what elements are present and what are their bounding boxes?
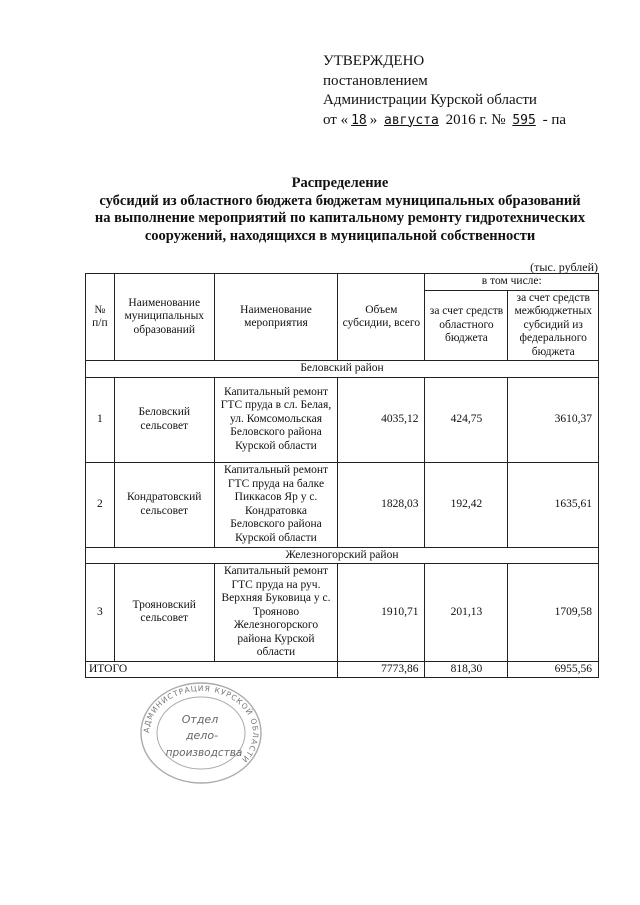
row-regional: 192,42 — [425, 462, 508, 547]
row-federal: 3610,37 — [508, 377, 599, 462]
header-federal: за счет средств межбюджетных субсидий из федерального бюджета — [508, 290, 599, 361]
table-row — [86, 377, 599, 462]
approval-decree: постановлением — [323, 72, 428, 89]
row-volume: 1828,03 — [338, 462, 425, 547]
office-seal — [138, 680, 264, 786]
approval-title: УТВЕРЖДЕНО — [323, 53, 425, 69]
date-prefix: от « — [323, 111, 349, 128]
header-regional: за счет средств областного бюджета — [425, 290, 508, 361]
row-regional: 201,13 — [425, 564, 508, 662]
total-label: ИТОГО — [86, 661, 338, 678]
total-federal: 6955,56 — [508, 661, 599, 678]
row-volume: 1910,71 — [338, 564, 425, 662]
decree-suffix: - па — [542, 111, 567, 128]
title-line-4: сооружений, находящихся в муниципальной собственности — [144, 227, 536, 244]
approval-authority: Администрации Курской области — [323, 92, 537, 108]
seal-ring-text: АДМИНИСТРАЦИЯ КУРСКОЙ ОБЛАСТИ — [141, 683, 261, 765]
date-quote: » — [369, 111, 378, 128]
header-volume: Объем субсидии, всего — [338, 274, 425, 361]
title-line-2: субсидий из областного бюджета бюджетам муниципальных образований — [99, 192, 581, 209]
date-day: 18 — [351, 112, 367, 128]
total-volume: 7773,86 — [338, 661, 425, 678]
approval-date-line — [323, 111, 623, 131]
region-name: Железногорский район — [86, 547, 599, 564]
row-activity: Капитальный ремонт ГТС пруда в сл. Белая, ул. Комсомольская Беловского района Курской области — [214, 377, 337, 462]
title-line-3: на выполнение мероприятий по капитальному ремонту гидротехнических — [94, 210, 586, 226]
row-municipality: Кондратовский сельсовет — [114, 462, 214, 547]
seal-line-2: дело- — [185, 729, 219, 742]
date-year: 2016 г. № — [445, 111, 506, 128]
date-month: августа — [384, 112, 439, 128]
unit-label: (тыс. рублей) — [530, 260, 598, 274]
header-activity: Наименование мероприятия — [214, 274, 337, 361]
document-title — [60, 175, 620, 245]
total-regional: 818,30 — [425, 661, 508, 678]
row-federal: 1709,58 — [508, 564, 599, 662]
header-num: № п/п — [86, 274, 115, 361]
row-municipality: Беловский сельсовет — [114, 377, 214, 462]
header-including: в том числе: — [425, 274, 599, 291]
row-activity: Капитальный ремонт ГТС пруда на балке Пиккасов Яр у с. Кондратовка Беловского района Курской области — [214, 462, 337, 547]
row-volume: 4035,12 — [338, 377, 425, 462]
title-line-1: Распределение — [291, 175, 389, 191]
row-federal: 1635,61 — [508, 462, 599, 547]
table-row — [86, 462, 599, 547]
row-activity: Капитальный ремонт ГТС пруда на руч. Верхняя Буковица у с. Трояново Железногорского района Курской области — [214, 564, 337, 662]
region-name: Беловский район — [86, 361, 599, 378]
table-row — [86, 564, 599, 662]
row-municipality: Трояновский сельсовет — [114, 564, 214, 662]
row-num: 1 — [86, 377, 115, 462]
row-num: 3 — [86, 564, 115, 662]
seal-line-1: Отдел — [181, 713, 219, 726]
row-regional: 424,75 — [425, 377, 508, 462]
total-row — [86, 661, 599, 678]
seal-line-3: производства — [165, 747, 243, 759]
approval-block — [323, 52, 623, 130]
decree-number: 595 — [512, 112, 536, 128]
subsidy-table — [85, 273, 599, 678]
row-num: 2 — [86, 462, 115, 547]
header-municipality: Наименование муниципальных образований — [114, 274, 214, 361]
